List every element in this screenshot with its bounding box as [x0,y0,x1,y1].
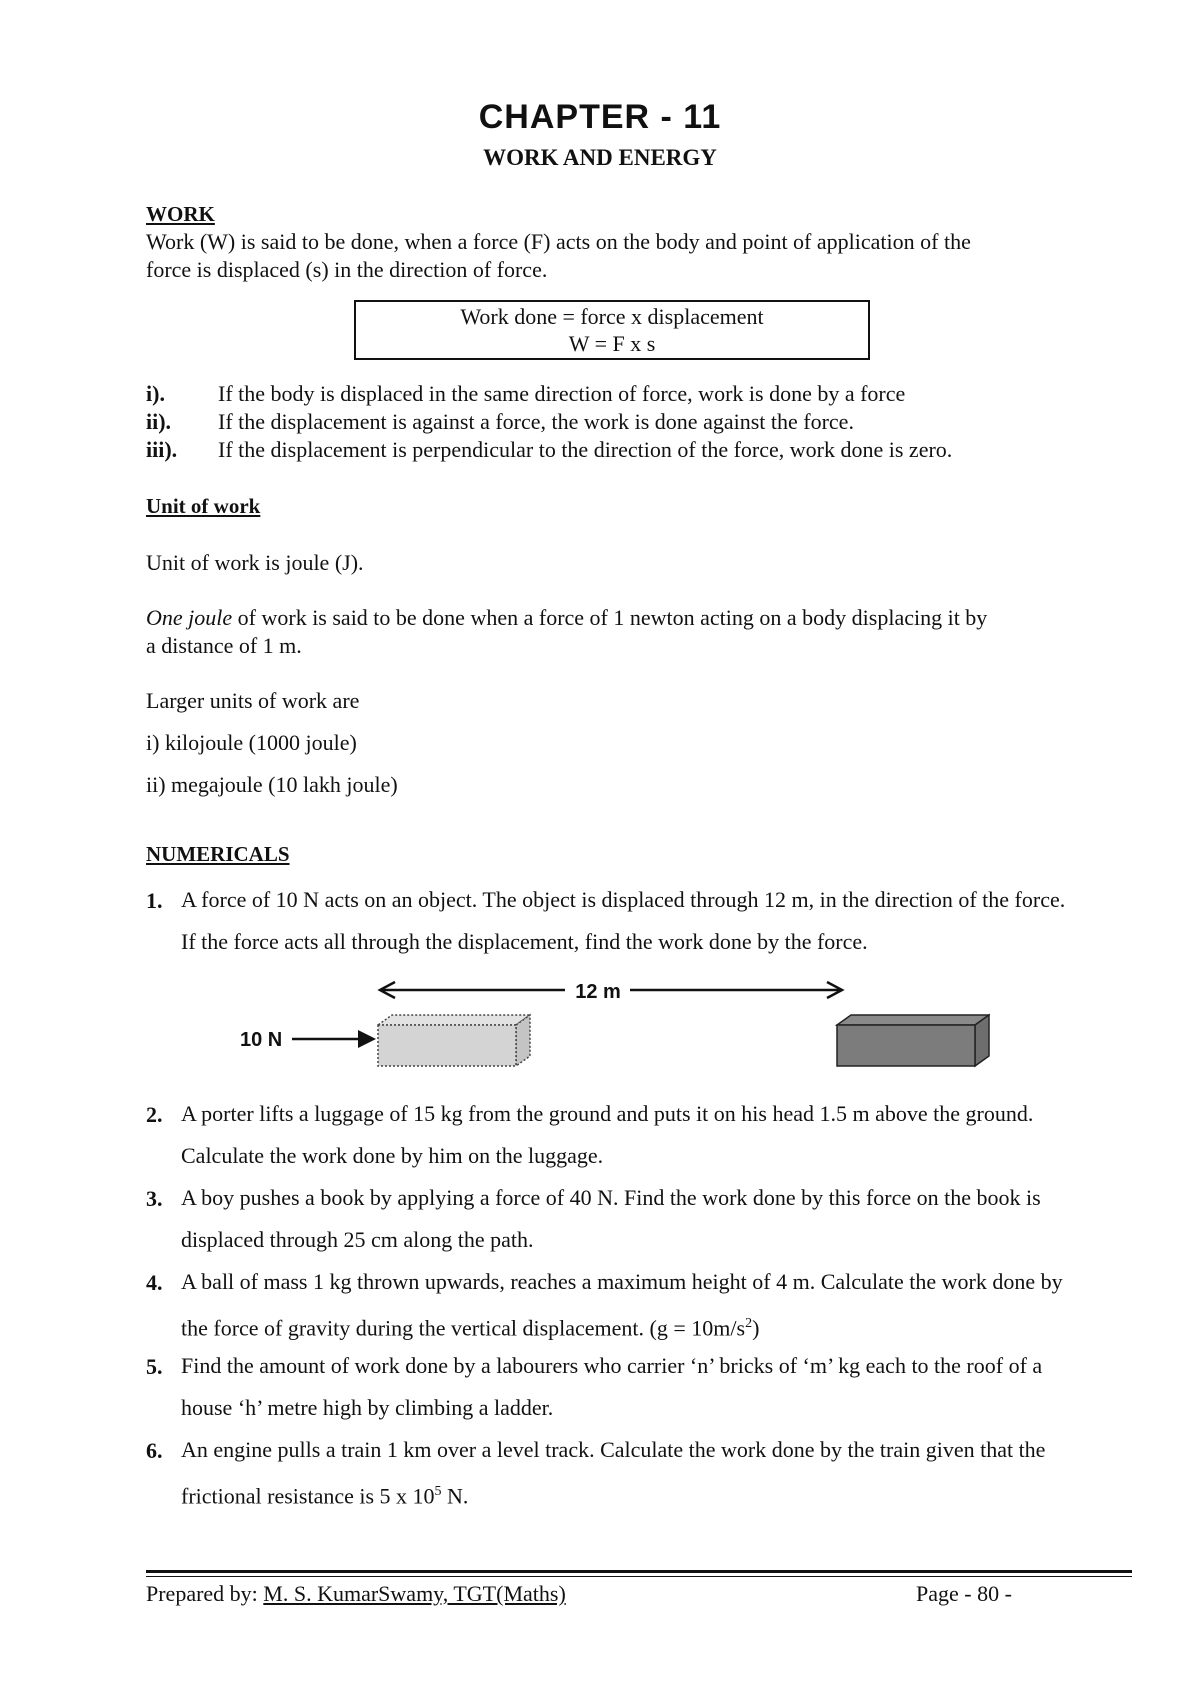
case-text-1: If the body is displaced in the same direction of force, work is done by a force [218,381,906,406]
final-block [837,1015,989,1066]
page-number: Page - 80 - [916,1581,1012,1606]
larger-units-intro: Larger units of work are [146,688,360,713]
question-number: 6. [146,1438,163,1463]
footer-rule-thin [146,1576,1132,1577]
initial-block [378,1015,530,1066]
question-4 [181,1261,1083,1349]
question-4-end: ) [752,1315,760,1341]
chapter-title: CHAPTER - 11 [478,98,722,136]
question-number: 3. [146,1186,163,1211]
work-definition-line2: force is displaced (s) in the direction of force. [146,257,548,282]
case-label-3 [146,436,177,464]
joule-definition-line2: a distance of 1 m. [146,633,302,658]
formula-box [354,300,870,360]
question-6-text: An engine pulls a train 1 km over a level track. Calculate the work done by the train given that the frictional resistance is 5 x 10 [181,1437,1046,1509]
case-roman: i). [146,381,165,406]
footer-author: M. S. KumarSwamy, TGT(Maths) [263,1581,566,1606]
force-displacement-figure [230,968,990,1068]
case-label-2 [146,408,171,436]
question-6-superscript: 5 [434,1484,442,1499]
larger-unit-item: i) kilojoule (1000 joule) [146,730,357,755]
numericals-heading: NUMERICALS [146,842,290,866]
case-roman: iii). [146,437,178,462]
larger-unit-item: ii) megajoule (10 lakh joule) [146,772,398,797]
distance-label: 12 m [575,981,621,1003]
case-label-1 [146,380,165,408]
chapter-subtitle: WORK AND ENERGY [483,145,717,170]
question-4-superscript: 2 [745,1316,753,1331]
formula-line2: W = F x s [568,331,656,356]
case-text-3: If the displacement is perpendicular to the direction of the force, work done is zero. [218,437,953,462]
question-5: Find the amount of work done by a labourers who carrier ‘n’ bricks of ‘m’ kg each to the roof of a house ‘h’ metre high by climbing a ladder. [181,1353,1043,1420]
case-roman: ii). [146,409,172,434]
formula-line1: Work done = force x displacement [460,304,764,329]
footer-credit [146,1580,566,1608]
question-number: 5. [146,1354,163,1379]
question-number: 1. [146,888,163,913]
joule-definition-line1 [146,604,987,632]
question-6-end: N. [441,1483,469,1509]
question-number: 2. [146,1102,163,1127]
footer-prepared-label: Prepared by: [146,1581,264,1606]
unit-heading: Unit of work [146,494,261,518]
force-arrowhead-icon [358,1030,376,1048]
question-number: 4. [146,1270,163,1295]
unit-text: Unit of work is joule (J). [146,550,364,575]
question-3: A boy pushes a book by applying a force of 40 N. Find the work done by this force on the book is displaced through 25 cm along the path. [181,1185,1041,1252]
case-text-2: If the displacement is against a force, the work is done against the force. [218,409,854,434]
force-label: 10 N [240,1029,283,1051]
question-6 [181,1429,1083,1517]
work-definition-line1: Work (W) is said to be done, when a force (F) acts on the body and point of application of the [146,229,971,254]
joule-definition-rest: of work is said to be done when a force of 1 newton acting on a body displacing it by [232,605,988,630]
question-4-text: A ball of mass 1 kg thrown upwards, reaches a maximum height of 4 m. Calculate the work done by the force of gravity during the vertical displacement. (g = 10m/s [181,1269,1063,1341]
joule-term: One joule [146,605,233,630]
work-heading: WORK [146,202,215,226]
footer-rule [146,1570,1132,1573]
question-2: A porter lifts a luggage of 15 kg from the ground and puts it on his head 1.5 m above the ground. Calculate the work done by him on the luggage. [181,1101,1034,1168]
question-1: A force of 10 N acts on an object. The object is displaced through 12 m, in the direction of the force. If the force acts all through the displacement, find the work done by the force. [181,887,1066,954]
